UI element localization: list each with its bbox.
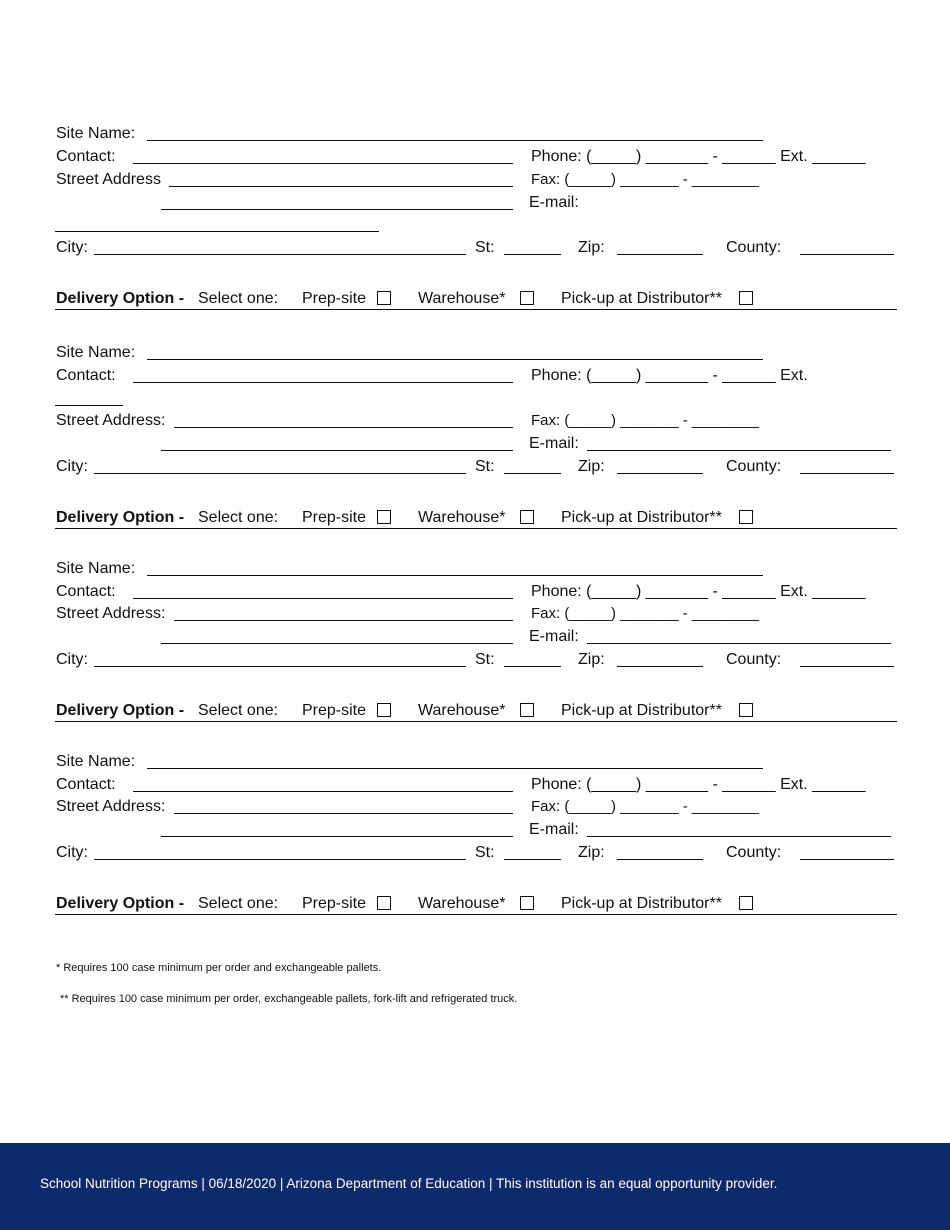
city-label: City: bbox=[56, 458, 88, 475]
pickup-checkbox[interactable] bbox=[739, 510, 753, 524]
warehouse-label: Warehouse* bbox=[418, 702, 506, 719]
street-address-field[interactable] bbox=[174, 813, 513, 814]
pickup-label: Pick-up at Distributor** bbox=[561, 895, 722, 912]
county-label: County: bbox=[726, 458, 782, 475]
contact-label: Contact: bbox=[56, 148, 116, 165]
zip-label: Zip: bbox=[578, 844, 605, 861]
zip-label: Zip: bbox=[578, 651, 605, 668]
contact-field[interactable] bbox=[133, 163, 513, 164]
street-address-field-2[interactable] bbox=[161, 209, 513, 210]
fax-label: Fax: (_____) _______ - ________ bbox=[531, 171, 759, 188]
fax-label: Fax: (_____) _______ - ________ bbox=[531, 412, 759, 429]
prep-site-label: Prep-site bbox=[302, 702, 367, 719]
site-name-field[interactable] bbox=[147, 140, 763, 141]
street-address-field[interactable] bbox=[174, 620, 513, 621]
select-one-label: Select one: bbox=[198, 290, 279, 307]
contact-label: Contact: bbox=[56, 367, 116, 384]
warehouse-checkbox[interactable] bbox=[520, 291, 534, 305]
select-one-label: Select one: bbox=[198, 895, 279, 912]
zip-label: Zip: bbox=[578, 239, 605, 256]
county-label: County: bbox=[726, 651, 782, 668]
city-label: City: bbox=[56, 239, 88, 256]
street-address-field-2[interactable] bbox=[161, 450, 513, 451]
zip-field[interactable] bbox=[617, 666, 703, 667]
state-field[interactable] bbox=[504, 473, 561, 474]
prep-site-checkbox[interactable] bbox=[377, 510, 391, 524]
fax-label: Fax: (_____) _______ - ________ bbox=[531, 605, 759, 622]
warehouse-label: Warehouse* bbox=[418, 509, 506, 526]
footer-text: School Nutrition Programs | 06/18/2020 | Arizona Department of Education | This institution is an equal opportunity provider. bbox=[40, 1176, 778, 1191]
pickup-checkbox[interactable] bbox=[739, 703, 753, 717]
email-field[interactable] bbox=[587, 450, 891, 451]
state-field[interactable] bbox=[504, 254, 561, 255]
warehouse-checkbox[interactable] bbox=[520, 703, 534, 717]
separator bbox=[55, 309, 897, 310]
pickup-label: Pick-up at Distributor** bbox=[561, 702, 722, 719]
phone-label: Phone: (_____) _______ - ______ Ext. ______ bbox=[531, 148, 866, 165]
street-address-label: Street Address: bbox=[56, 605, 166, 622]
footnote-warehouse: * Requires 100 case minimum per order and exchangeable pallets. bbox=[56, 962, 382, 974]
extra-line[interactable] bbox=[55, 231, 379, 232]
county-label: County: bbox=[726, 239, 782, 256]
county-label: County: bbox=[726, 844, 782, 861]
warehouse-checkbox[interactable] bbox=[520, 510, 534, 524]
pickup-checkbox[interactable] bbox=[739, 291, 753, 305]
delivery-option-label: Delivery Option - bbox=[56, 895, 185, 912]
select-one-label: Select one: bbox=[198, 509, 279, 526]
contact-label: Contact: bbox=[56, 583, 116, 600]
pickup-label: Pick-up at Distributor** bbox=[561, 509, 722, 526]
email-label: E-mail: bbox=[529, 194, 579, 211]
separator bbox=[55, 528, 897, 529]
county-field[interactable] bbox=[800, 666, 894, 667]
phone-label: Phone: (_____) _______ - ______ Ext. ______ bbox=[531, 583, 866, 600]
site-name-label: Site Name: bbox=[56, 753, 136, 770]
separator bbox=[55, 721, 897, 722]
city-label: City: bbox=[56, 651, 88, 668]
site-name-label: Site Name: bbox=[56, 560, 136, 577]
email-label: E-mail: bbox=[529, 435, 579, 452]
street-address-label: Street Address: bbox=[56, 798, 166, 815]
fax-label: Fax: (_____) _______ - ________ bbox=[531, 798, 759, 815]
email-label: E-mail: bbox=[529, 628, 579, 645]
email-label: E-mail: bbox=[529, 821, 579, 838]
email-field[interactable] bbox=[587, 643, 891, 644]
site-name-label: Site Name: bbox=[56, 344, 136, 361]
city-field[interactable] bbox=[94, 859, 466, 860]
state-label: St: bbox=[475, 844, 495, 861]
footnote-pickup: ** Requires 100 case minimum per order, exchangeable pallets, fork-lift and refrigerated truck. bbox=[60, 993, 518, 1005]
county-field[interactable] bbox=[800, 859, 894, 860]
site-name-field[interactable] bbox=[147, 768, 763, 769]
state-field[interactable] bbox=[504, 666, 561, 667]
state-field[interactable] bbox=[504, 859, 561, 860]
prep-site-checkbox[interactable] bbox=[377, 291, 391, 305]
contact-field[interactable] bbox=[133, 598, 513, 599]
site-name-label: Site Name: bbox=[56, 125, 136, 142]
extension-field[interactable] bbox=[55, 405, 123, 406]
street-address-field-2[interactable] bbox=[161, 836, 513, 837]
pickup-checkbox[interactable] bbox=[739, 896, 753, 910]
city-label: City: bbox=[56, 844, 88, 861]
delivery-option-label: Delivery Option - bbox=[56, 509, 185, 526]
delivery-option-label: Delivery Option - bbox=[56, 702, 185, 719]
city-field[interactable] bbox=[94, 473, 466, 474]
state-label: St: bbox=[475, 651, 495, 668]
contact-label: Contact: bbox=[56, 776, 116, 793]
prep-site-label: Prep-site bbox=[302, 509, 367, 526]
city-field[interactable] bbox=[94, 254, 466, 255]
street-address-label: Street Address bbox=[56, 171, 161, 188]
street-address-label: Street Address: bbox=[56, 412, 166, 429]
footer-bar bbox=[0, 1143, 950, 1230]
site-name-field[interactable] bbox=[147, 575, 763, 576]
state-label: St: bbox=[475, 458, 495, 475]
phone-label: Phone: (_____) _______ - ______ Ext. bbox=[531, 367, 808, 384]
prep-site-checkbox[interactable] bbox=[377, 896, 391, 910]
phone-label: Phone: (_____) _______ - ______ Ext. ______ bbox=[531, 776, 866, 793]
pickup-label: Pick-up at Distributor** bbox=[561, 290, 722, 307]
city-field[interactable] bbox=[94, 666, 466, 667]
street-address-field-2[interactable] bbox=[161, 643, 513, 644]
zip-field[interactable] bbox=[617, 473, 703, 474]
prep-site-label: Prep-site bbox=[302, 290, 367, 307]
delivery-option-label: Delivery Option - bbox=[56, 290, 185, 307]
prep-site-label: Prep-site bbox=[302, 895, 367, 912]
warehouse-checkbox[interactable] bbox=[520, 896, 534, 910]
email-field[interactable] bbox=[587, 836, 891, 837]
zip-field[interactable] bbox=[617, 859, 703, 860]
prep-site-checkbox[interactable] bbox=[377, 703, 391, 717]
state-label: St: bbox=[475, 239, 495, 256]
contact-field[interactable] bbox=[133, 791, 513, 792]
warehouse-label: Warehouse* bbox=[418, 895, 506, 912]
county-field[interactable] bbox=[800, 473, 894, 474]
zip-field[interactable] bbox=[617, 254, 703, 255]
zip-label: Zip: bbox=[578, 458, 605, 475]
contact-field[interactable] bbox=[133, 382, 513, 383]
separator bbox=[55, 914, 897, 915]
warehouse-label: Warehouse* bbox=[418, 290, 506, 307]
county-field[interactable] bbox=[800, 254, 894, 255]
site-name-field[interactable] bbox=[147, 359, 763, 360]
select-one-label: Select one: bbox=[198, 702, 279, 719]
street-address-field[interactable] bbox=[169, 186, 513, 187]
street-address-field[interactable] bbox=[174, 427, 513, 428]
